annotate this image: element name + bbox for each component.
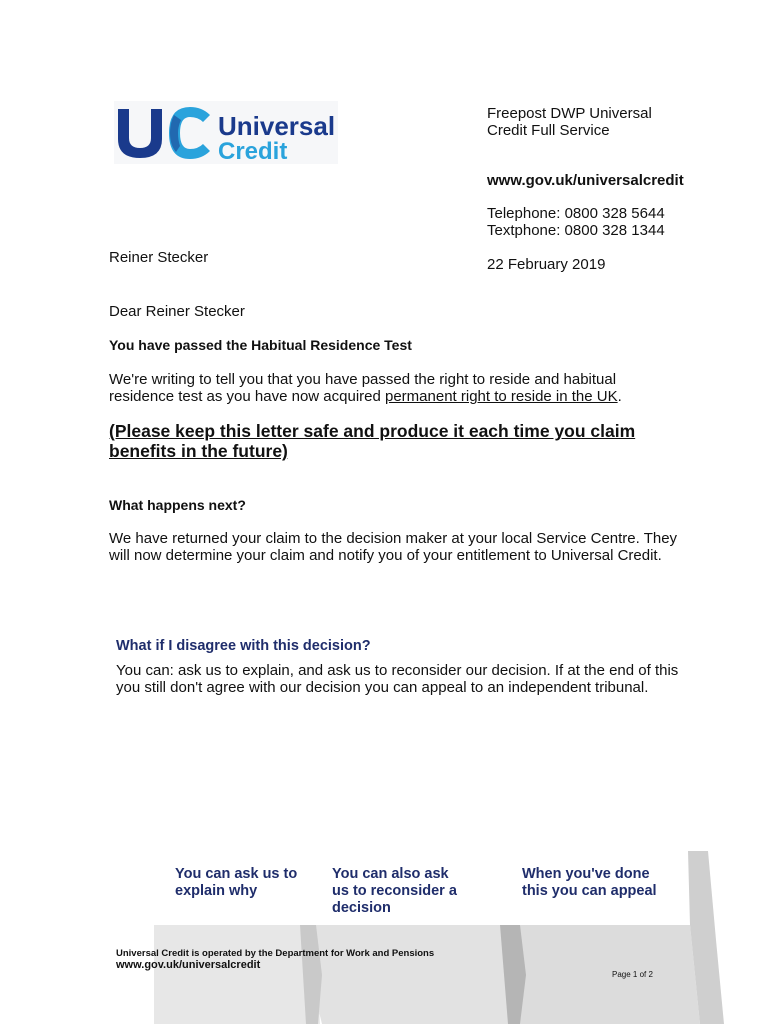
logo-text-credit: Credit (218, 138, 288, 164)
sender-textphone: Textphone: 0800 328 1344 (487, 222, 665, 239)
sender-address-line2: Credit Full Service (487, 122, 610, 139)
next-steps-paragraph: We have returned your claim to the decision maker at your local Service Centre. They will now determine your claim and notify you of your entitlement to Universal Credit. (109, 530, 678, 564)
sender-website-link[interactable]: www.gov.uk/universalcredit (487, 172, 684, 189)
letter-date: 22 February 2019 (487, 256, 606, 273)
recipient-name: Reiner Stecker (109, 249, 209, 266)
step-ask-reconsider: You can also ask us to reconsider a decision (332, 866, 457, 916)
chevron-shape-1 (154, 925, 320, 1024)
chevron-shape-2 (302, 925, 512, 1024)
step-appeal: When you've done this you can appeal (522, 866, 657, 899)
next-steps-heading: What happens next? (109, 497, 246, 513)
sender-address-line1: Freepost DWP Universal (487, 105, 652, 122)
keep-letter-notice: (Please keep this letter safe and produce it each time you claim benefits in the future) (109, 421, 636, 461)
footer-operated-by: Universal Credit is operated by the Department for Work and Pensions (116, 948, 435, 959)
letter-heading: You have passed the Habitual Residence Test (109, 337, 412, 353)
permanent-right-link[interactable]: permanent right to reside in the UK (385, 388, 618, 405)
logo-text-universal: Universal (218, 111, 336, 141)
chevron-shape-3 (500, 925, 700, 1024)
page-number: Page 1 of 2 (612, 970, 653, 979)
disagree-heading: What if I disagree with this decision? (116, 638, 371, 654)
disagree-text: You can: ask us to explain, and ask us to reconsider our decision. If at the end of this you still don't agree with our decision you can appeal to an independent tribunal. (116, 662, 679, 696)
result-paragraph-end: . (617, 388, 622, 405)
step-ask-explain: You can ask us to explain why (175, 866, 298, 899)
result-paragraph-text: We're writing to tell you that you have passed the right to reside and habitual residence test as you have now acquired (109, 371, 617, 405)
salutation: Dear Reiner Stecker (109, 303, 245, 320)
footer-website-link[interactable]: www.gov.uk/universalcredit (116, 959, 261, 971)
sender-telephone: Telephone: 0800 328 5644 (487, 205, 665, 222)
